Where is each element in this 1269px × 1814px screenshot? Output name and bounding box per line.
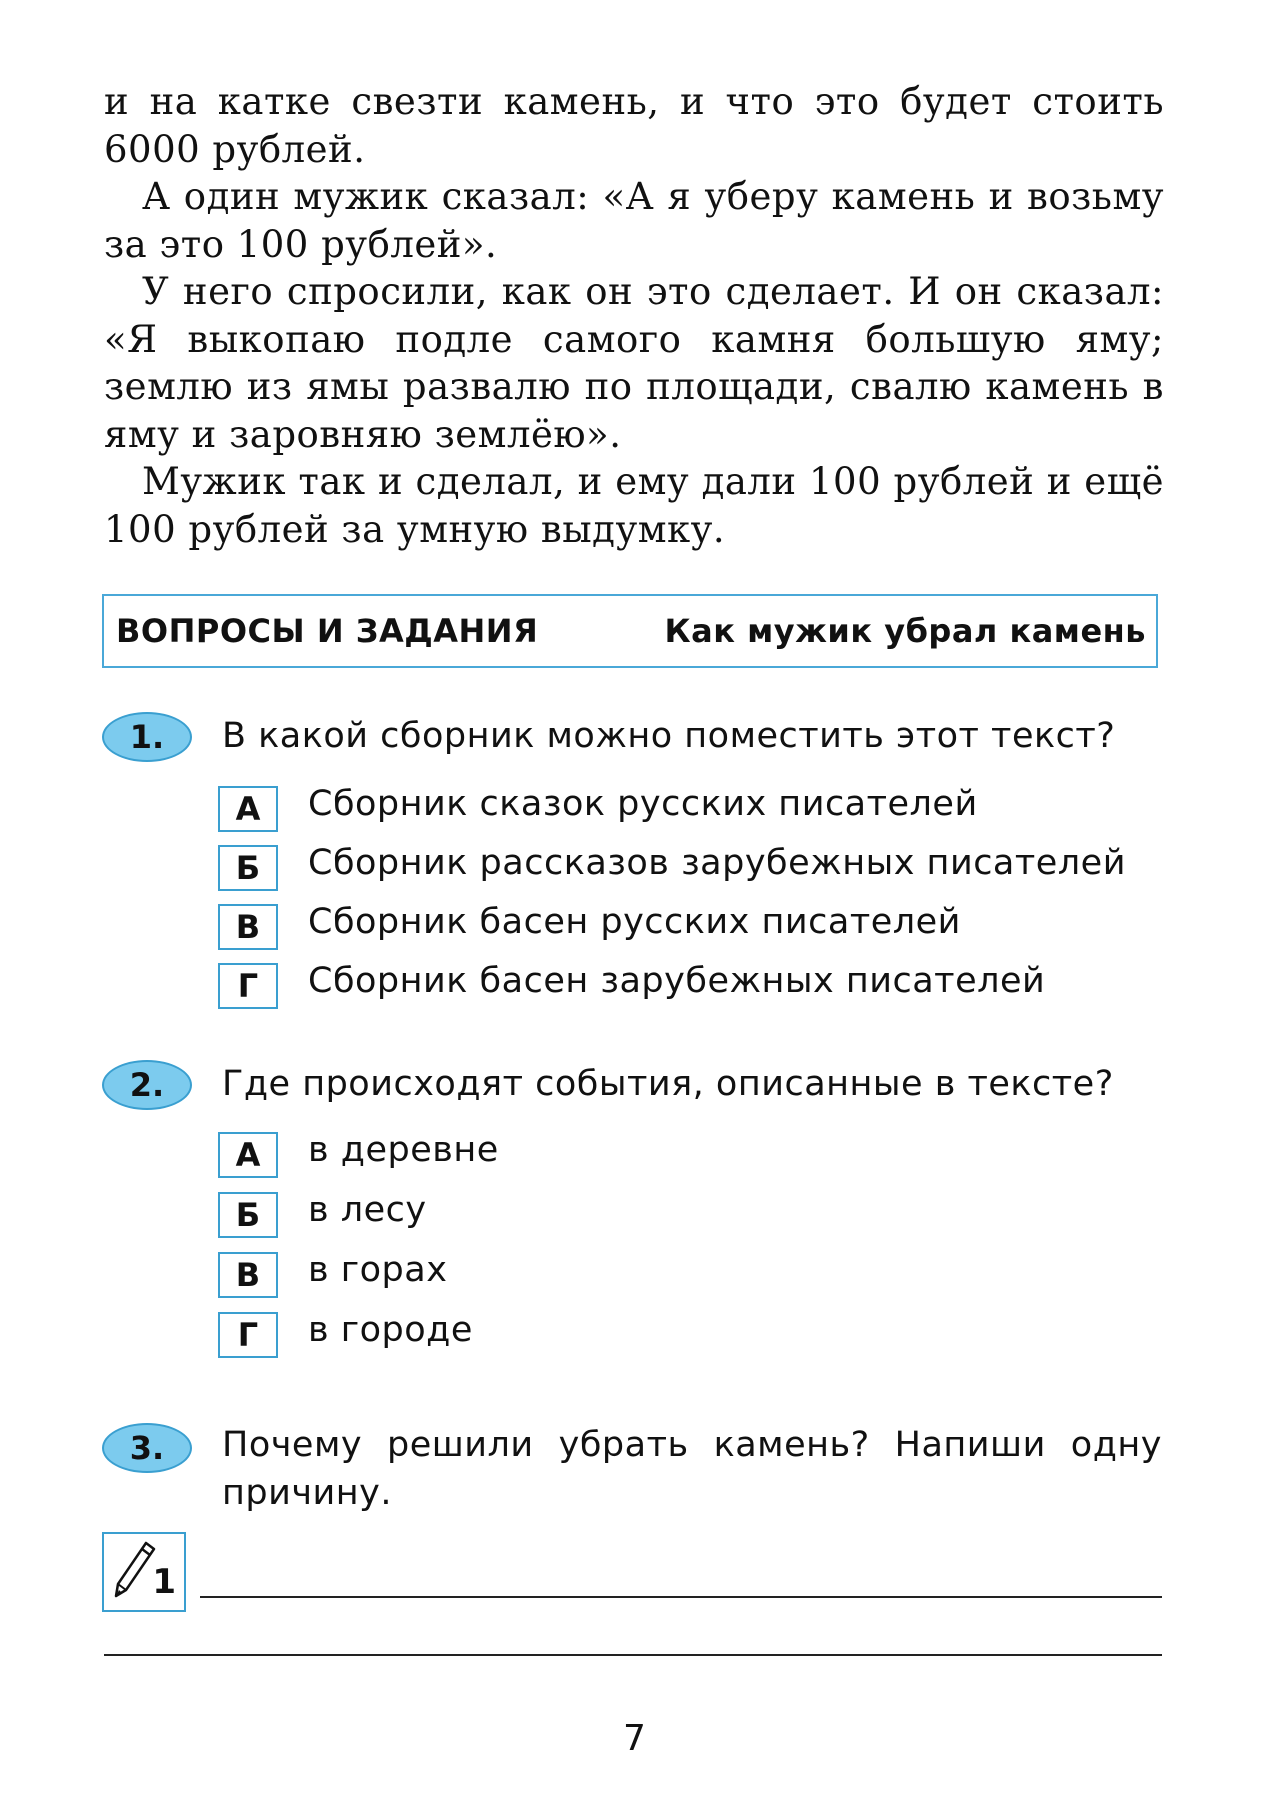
answer-checkbox[interactable]: Г <box>218 1312 278 1358</box>
story-paragraph: У него спросили, как он это сделает. И он сказал: «Я выкопаю подле самого камня большую яму; землю из ямы развалю по площади, свалю камень в яму и заровняю землёю». <box>104 270 1164 456</box>
question-text: В какой сборник можно поместить этот текст? <box>222 716 1116 756</box>
answer-checkbox[interactable]: В <box>218 904 278 950</box>
answer-checkbox[interactable]: Б <box>218 1192 278 1238</box>
answer-option-text: в горах <box>308 1250 448 1290</box>
answer-checkbox[interactable]: А <box>218 1132 278 1178</box>
answer-option-text: в деревне <box>308 1130 499 1170</box>
answer-line[interactable] <box>104 1654 1162 1656</box>
answer-option-text: Сборник басен зарубежных писателей <box>308 961 1046 1001</box>
section-banner <box>102 594 1158 668</box>
question-number-badge: 1. <box>102 712 192 762</box>
answer-checkbox[interactable]: А <box>218 786 278 832</box>
story-text <box>104 78 1164 553</box>
answer-option-text: в лесу <box>308 1190 427 1230</box>
story-paragraph: А один мужик сказал: «А я уберу камень и возьму за это 100 рублей». <box>104 175 1164 266</box>
question-number-badge: 2. <box>102 1060 192 1110</box>
answer-checkbox[interactable]: В <box>218 1252 278 1298</box>
answer-checkbox[interactable]: Б <box>218 845 278 891</box>
section-heading: ВОПРОСЫ И ЗАДАНИЯ <box>116 612 539 650</box>
question-number-badge: 3. <box>102 1423 192 1473</box>
answer-option-text: Сборник рассказов зарубежных писателей <box>308 843 1126 883</box>
question-text: Почему решили убрать камень? Напиши одну причину. <box>222 1425 1162 1513</box>
answer-option-text: Сборник басен русских писателей <box>308 902 961 942</box>
page-number: 7 <box>623 1718 646 1759</box>
story-title: Как мужик убрал камень <box>664 612 1146 650</box>
story-paragraph: и на катке свезти камень, и что это будет стоить 6000 рублей. <box>104 80 1164 171</box>
story-paragraph: Мужик так и сделал, и ему дали 100 рублей и ещё 100 рублей за умную выдумку. <box>104 460 1164 551</box>
answer-option-text: Сборник сказок русских писателей <box>308 784 978 824</box>
answer-checkbox[interactable]: Г <box>218 963 278 1009</box>
answer-line[interactable] <box>200 1596 1162 1598</box>
points-box <box>102 1532 186 1612</box>
answer-option-text: в городе <box>308 1310 473 1350</box>
question-text: Где происходят события, описанные в тексте? <box>222 1064 1114 1104</box>
points-value: 1 <box>152 1562 176 1602</box>
